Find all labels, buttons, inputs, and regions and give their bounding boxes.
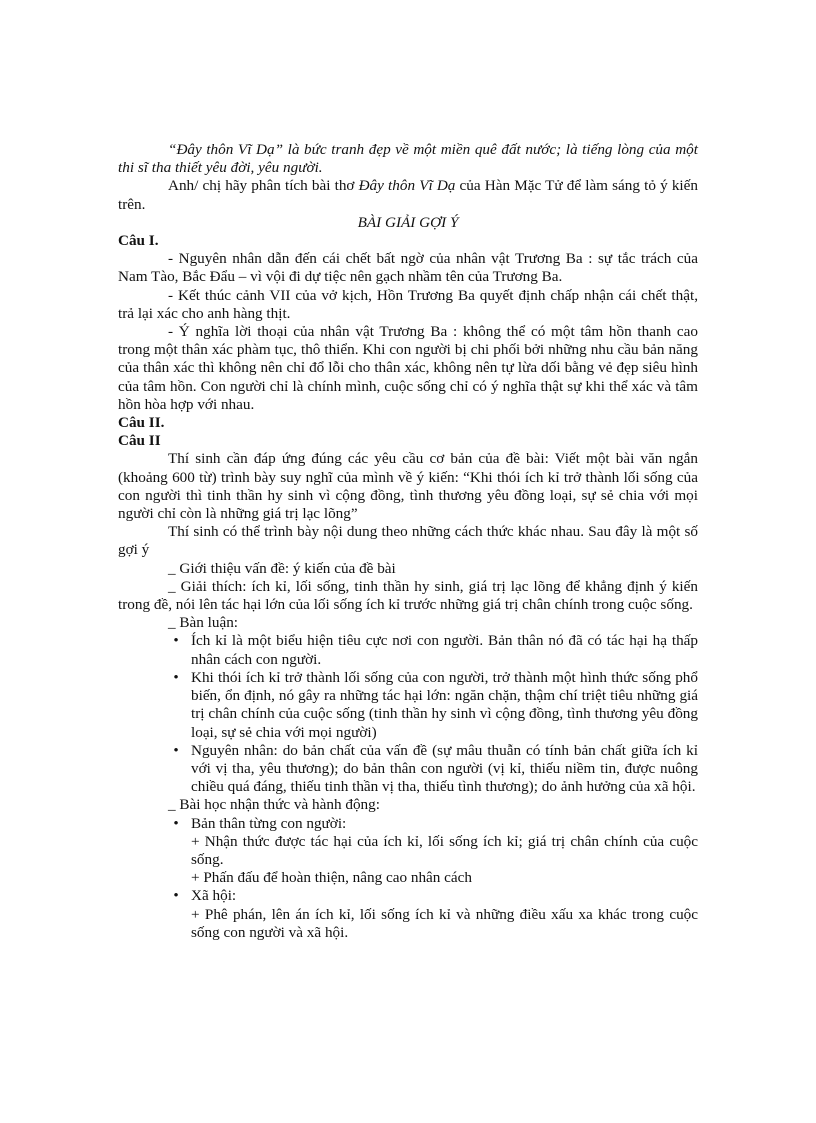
cau1-paragraph-1: - Nguyên nhân dẫn đến cái chết bất ngờ của nhân vật Trương Ba : sự tắc trách của Nam Tào, Bắc Đẩu – vì vội đi dự tiệc nên gạch nhầm tên của Trương Ba. [118, 250, 698, 286]
discuss-item [118, 742, 698, 797]
intro-task-post: của Hàn Mặc Tử để làm sáng tỏ ý kiến trên. [118, 177, 698, 213]
lesson-sub-point: + Phê phán, lên án ích kỉ, lối sống ích kỉ và những điều xấu xa khác trong cuộc sống con người và xã hội. [191, 905, 698, 941]
cau1-heading: Câu I. [118, 232, 159, 250]
document-content [118, 141, 698, 942]
intro-task [118, 177, 698, 213]
discuss-list [118, 632, 698, 796]
cau2-explain-line: _ Giải thích: ích kỉ, lối sống, tinh thần hy sinh, giá trị lạc lõng để khẳng định ý kiến trong đề, nói lên tác hại lớn của lối sống ích kỉ trước những giá trị chân chính trong cuộc sống. [118, 577, 698, 614]
cau1-paragraph-2: - Kết thúc cảnh VII của vở kịch, Hồn Trương Ba quyết định chấp nhận cái chết thật, trả lại xác cho anh hàng thịt. [118, 286, 698, 322]
intro-quote: “Đây thôn Vĩ Dạ” là bức tranh đẹp về một miền quê đất nước; là tiếng lòng của một thi sĩ tha thiết yêu đời, yêu người. [118, 141, 698, 177]
lesson-sub-point: + Phấn đấu để hoàn thiện, nâng cao nhân cách [191, 869, 472, 887]
bullet-icon: • [173, 887, 179, 905]
bullet-icon: • [173, 668, 179, 686]
cau2-heading: Câu II. [118, 414, 165, 432]
discuss-item [118, 632, 698, 668]
cau2-intro-line: _ Giới thiệu vấn đề: ý kiến của đề bài [168, 559, 396, 577]
intro-task-pre: Anh/ chị hãy phân tích bài thơ [168, 177, 359, 195]
bullet-icon: • [173, 814, 179, 832]
lesson-item-title: Bản thân từng con người: [191, 814, 347, 832]
cau2-lesson-line: _ Bài học nhận thức và hành động: [168, 796, 380, 814]
discuss-item-text: Nguyên nhân: do bản chất của vấn đề (sự mâu thuẫn có tính bản chất giữa ích kỉ với vị tha, yêu thương); do bản thân con người (vị kỉ, thiếu niềm tin, được nuông chiều quá đáng, thiếu tinh thần vị tha, thiếu tình thương); do ảnh hưởng của xã hội. [191, 741, 698, 796]
bullet-icon: • [173, 741, 179, 759]
bullet-icon: • [173, 632, 179, 650]
cau2-paragraph-1: Thí sinh cần đáp ứng đúng các yêu cầu cơ bản của đề bài: Viết một bài văn ngắn (khoảng 600 từ) trình bày suy nghĩ của mình về ý kiến: “Khi thói ích kỉ trở thành lối sống của con người thì tinh thần hy sinh vì cộng đồng, tình thương yêu đồng loại, sự sẻ chia với mọi người chỉ còn là những giá trị lạc lõng” [118, 450, 698, 523]
discuss-item [118, 669, 698, 742]
lesson-list [118, 815, 698, 942]
lesson-item [118, 887, 698, 942]
lesson-sub-point: + Nhận thức được tác hại của ích kỉ, lối sống ích kỉ; giá trị chân chính của cuộc sống. [191, 832, 698, 868]
intro-task-title: Đây thôn Vĩ Dạ [358, 177, 456, 195]
discuss-item-text: Ích kỉ là một biểu hiện tiêu cực nơi con người. Bản thân nó đã có tác hại hạ thấp nhân cách con người. [191, 632, 698, 668]
cau2-heading-repeat: Câu II [118, 432, 161, 450]
cau2-paragraph-2: Thí sinh có thể trình bày nội dung theo những cách thức khác nhau. Sau đây là một số gợi ý [118, 523, 698, 559]
cau2-discuss-line: _ Bàn luận: [168, 614, 239, 632]
lesson-item-title: Xã hội: [191, 887, 237, 905]
discuss-item-text: Khi thói ích kỉ trở thành lối sống của con người, trở thành một hình thức sống phổ biến, ổn định, nó gây ra những tác hại lớn: ngăn chặn, thậm chí triệt tiêu những giá trị chân chính của cuộc sống (tinh thần hy sinh vì cộng đồng, tình thương yêu đồng loại, sự sẻ chia với mọi người) [191, 668, 698, 741]
answer-heading: BÀI GIẢI GỢI Ý [357, 213, 459, 231]
lesson-item [118, 815, 698, 888]
cau1-paragraph-3: - Ý nghĩa lời thoại của nhân vật Trương Ba : không thể có một tâm hồn thanh cao trong một thân xác phàm tục, thô thiển. Khi con người bị chi phối bởi những nhu cầu bản năng của thân xác thì không nên chỉ đổ lỗi cho thân xác, không nên tự lừa dối bằng vẻ đẹp siêu hình của tâm hồn. Con người chỉ là chính mình, cuộc sống chỉ có ý nghĩa thật sự khi thể xác và tâm hồn hòa hợp với nhau. [118, 323, 698, 413]
